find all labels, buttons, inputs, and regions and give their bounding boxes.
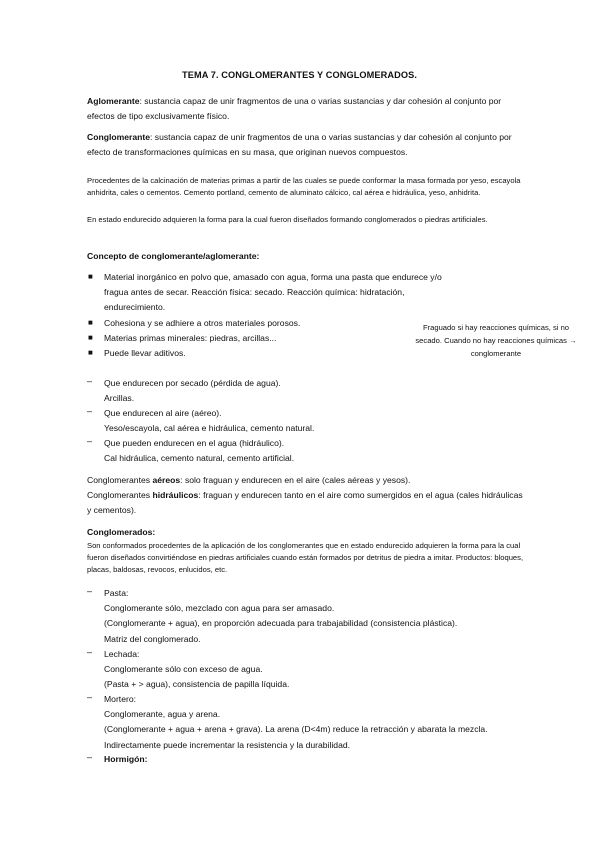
- dash-marker: –: [87, 692, 93, 702]
- hidraulicos-bold: hidráulicos: [152, 490, 199, 500]
- producto-pasta: [104, 586, 524, 647]
- bullet-icon: ■: [88, 318, 93, 327]
- tipo-hidraulico-line1: Que pueden endurecen en el agua (hidráulico).: [104, 438, 285, 448]
- aereos-prefix: Conglomerantes: [87, 475, 153, 485]
- aereos-rest: : solo fraguan y endurecen en el aire (cales aéreas y yesos).: [180, 475, 411, 485]
- tipo-secado-line1: Que endurecen por secado (pérdida de agua).: [104, 378, 281, 388]
- conglomerante-detail-2: En estado endurecido adquieren la forma para la cual fueron diseñados formando conglomerados o piedras artificiales.: [87, 215, 488, 224]
- producto-pasta-line: Conglomerante sólo, mezclado con agua para ser amasado.: [104, 603, 335, 614]
- producto-lechada-line: (Pasta + > agua), consistencia de papilla líquida.: [104, 679, 290, 690]
- producto-mortero-name: Mortero:: [104, 694, 136, 704]
- dash-marker: –: [87, 406, 93, 416]
- conglomerante-term: Conglomerante: [87, 132, 151, 142]
- concepto-heading: Concepto de conglomerante/aglomerante:: [87, 251, 260, 261]
- conglomerados-text: Son conformados procedentes de la aplicación de los conglomerantes que en estado endurecido adquieren la forma para la cual fueron diseñados convirtiéndose en piedras artificiales cuando están formados por detritus de piedra a imitar. Productos: bloques, placas, baldosas, revocos, enlucidos, etc.: [87, 541, 524, 575]
- page-title: TEMA 7. CONGLOMERANTES Y CONGLOMERADOS.: [182, 70, 417, 80]
- producto-hormigon-name: Hormigón:: [104, 754, 148, 764]
- hidraulicos-rest: : fraguan y endurecen tanto en el aire como sumergidos en el agua (cales hidráulicas y cementos).: [87, 490, 523, 516]
- aglomerante-term: Aglomerante: [87, 96, 140, 106]
- aglomerante-paragraph: [87, 94, 527, 124]
- tipo-aereo-line1: Que endurecen al aire (aéreo).: [104, 408, 222, 418]
- tipo-hidraulico-line2: Cal hidráulica, cemento natural, cemento artificial.: [104, 453, 295, 464]
- producto-lechada-name: Lechada:: [104, 649, 140, 659]
- aereos-paragraph: [87, 473, 527, 488]
- bullet-icon: ■: [88, 348, 93, 357]
- producto-lechada-line: Conglomerante sólo con exceso de agua.: [104, 664, 263, 675]
- conglomerante-detail-1: Procedentes de la calcinación de materias primas a partir de las cuales se puede conformar la masa formada por yeso, escayola anhidrita, cales o cementos. Cemento portland, cemento de aluminato cálcico, cal aérea e hidráulica, yeso, anhidrita.: [87, 176, 521, 198]
- hidraulicos-prefix: Conglomerantes: [87, 490, 153, 500]
- producto-lechada: [104, 647, 524, 693]
- dash-marker: –: [87, 586, 93, 596]
- concepto-bullet-4: Puede llevar aditivos.: [104, 348, 186, 358]
- concepto-bullet-1: Material inorgánico en polvo que, amasado con agua, forma una pasta que endurece y/o fragua antes de secar. Reacción física: secado. Reacción química: hidratación, endurecimiento.: [104, 272, 442, 313]
- concepto-bullet-2: Cohesiona y se adhiere a otros materiales porosos.: [104, 318, 301, 328]
- side-note: Fraguado si hay reacciones químicas, si no secado. Cuando no hay reacciones químicas → conglomerante: [415, 323, 577, 358]
- concepto-bullet-3: Materias primas minerales: piedras, arcillas...: [104, 333, 277, 343]
- dash-marker: –: [87, 436, 93, 446]
- bullet-icon: ■: [88, 272, 93, 281]
- tipo-secado-line2: Arcillas.: [104, 393, 135, 404]
- producto-pasta-line: (Conglomerante + agua), en proporción adecuada para trabajabilidad (consistencia plástica).: [104, 618, 458, 629]
- producto-mortero: [104, 692, 524, 753]
- producto-pasta-line: Matriz del conglomerado.: [104, 633, 201, 644]
- bullet-icon: ■: [88, 333, 93, 342]
- conglomerante-paragraph: [87, 130, 527, 160]
- producto-mortero-line: Conglomerante, agua y arena.: [104, 709, 221, 720]
- aereos-bold: aéreos: [152, 475, 181, 485]
- conglomerados-heading: Conglomerados:: [87, 527, 156, 537]
- hidraulicos-paragraph: [87, 488, 527, 518]
- tipo-aereo: [104, 406, 524, 436]
- producto-pasta-name: Pasta:: [104, 588, 129, 598]
- dash-marker: –: [87, 647, 93, 657]
- tipo-aereo-line2: Yeso/escayola, cal aérea e hidráulica, cemento natural.: [104, 423, 315, 434]
- tipo-hidraulico: [104, 436, 524, 466]
- dash-marker: –: [87, 376, 93, 386]
- conglomerante-definition: : sustancia capaz de unir fragmentos de una o varias sustancias y dar cohesión al conjunto por efecto de transformaciones químicas en su masa, que originan nuevos compuestos.: [87, 132, 512, 158]
- aglomerante-definition: : sustancia capaz de unir fragmentos de una o varias sustancias y dar cohesión al conjunto por efectos de tipo exclusivamente físico.: [87, 96, 502, 122]
- producto-mortero-line: (Conglomerante + agua + arena + grava). La arena (D<4m) reduce la retracción y abarata la mezcla. Indirectamente puede incrementar la resistencia y la durabilidad.: [104, 724, 488, 750]
- tipo-secado: [104, 376, 524, 406]
- dash-marker: –: [87, 752, 93, 762]
